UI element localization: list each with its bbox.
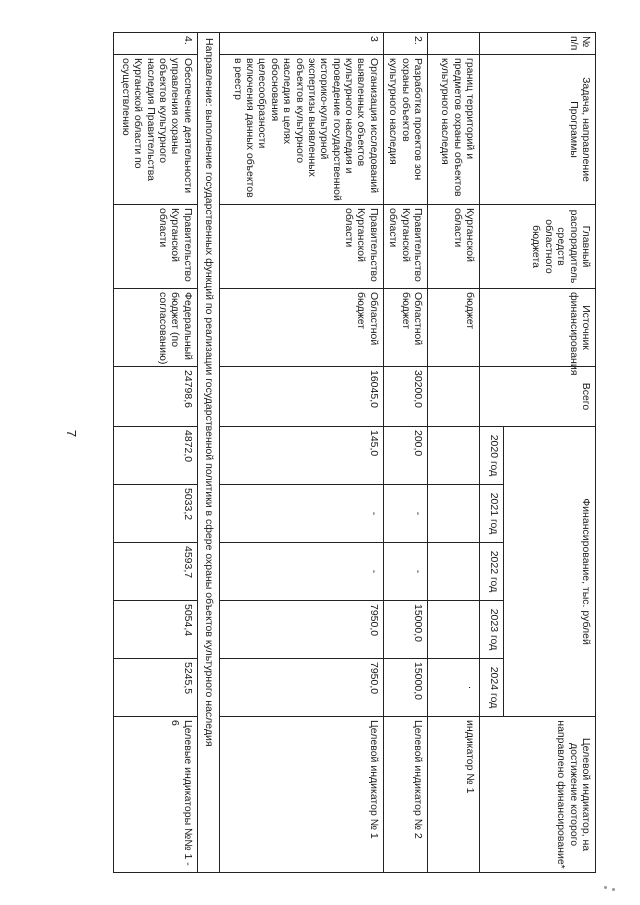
header-year-2024: 2024 год (480, 659, 504, 717)
cell-total: 24798,6 (113, 367, 197, 427)
cell-total (428, 367, 480, 427)
cell-2023: 7950,0 (219, 601, 383, 659)
table-row (383, 33, 427, 873)
cell-2021: - (383, 485, 427, 543)
cell-indicator: индикатор № 1 (428, 717, 480, 873)
financing-table (113, 32, 596, 873)
cell-2022: 4593,7 (113, 543, 197, 601)
header-year-2022: 2022 год (480, 543, 504, 601)
cell-source: Областной бюджет (383, 289, 427, 367)
cell-task: Разработка проектов зон охраны объектов культурного наследия (383, 55, 427, 205)
cell-source: Федеральный бюджет (по согласованию) (113, 289, 197, 367)
cell-2021: 5033,2 (113, 485, 197, 543)
cell-task: Организация исследований выявленных объектов культурного наследия и проведение государственной историко-культурной экспертизы выявленных объектов культурного наследия в целях обоснования целесообразности включения данных объектов в реестр (219, 55, 383, 205)
table-row (113, 33, 197, 873)
header-financing: Финансирование, тыс. рублей (504, 427, 596, 717)
header-num: № п/п (480, 33, 596, 55)
cell-indicator: Целевой индикатор № 2 (383, 717, 427, 873)
cell-task: Обеспечение деятельности управления охраны объектов культурного наследия Правительства Курганской области по осуществлению (113, 55, 197, 205)
header-total: Всего (480, 367, 596, 427)
table-row (219, 33, 383, 873)
cell-2024: 5245,5 (113, 659, 197, 717)
scan-speck (604, 886, 607, 889)
cell-num: 4. (113, 33, 197, 55)
page-number: 7 (64, 429, 80, 438)
header-year-2021: 2021 год (480, 485, 504, 543)
cell-2024: 7950,0 (219, 659, 383, 717)
cell-admin: Правительство Курганской области (113, 205, 197, 289)
header-indicator: Целевой индикатор, на достижение которого направлено финансирование* (480, 717, 596, 873)
scan-speck (612, 888, 615, 891)
table-row (428, 33, 480, 873)
cell-indicator: Целевые индикаторы №№ 1 - 6 (113, 717, 197, 873)
cell-2022: - (383, 543, 427, 601)
cell-2024: 15000,0 (383, 659, 427, 717)
cell-2023 (428, 601, 480, 659)
cell-admin: Курганской области (428, 205, 480, 289)
cell-2021: - (219, 485, 383, 543)
header-year-2023: 2023 год (480, 601, 504, 659)
cell-2020: 145,0 (219, 427, 383, 485)
header-year-2020: 2020 год (480, 427, 504, 485)
cell-2024: · (428, 659, 480, 717)
cell-admin: Правительство Курганской области (383, 205, 427, 289)
direction-text: Направление: выполнение государственных функций по реализации государственной политики в сфере охраны объектов культурного наследия (197, 33, 219, 873)
cell-2023: 5054,4 (113, 601, 197, 659)
cell-num: 3 (219, 33, 383, 55)
cell-num: 2. (383, 33, 427, 55)
cell-2021 (428, 485, 480, 543)
cell-2023: 15000,0 (383, 601, 427, 659)
cell-2022 (428, 543, 480, 601)
rotated-table-wrapper (104, 32, 596, 872)
cell-total: 30200,0 (383, 367, 427, 427)
header-admin: Главный распорядитель средств областного бюджета (480, 205, 596, 289)
cell-2020: 4872,0 (113, 427, 197, 485)
cell-source: Областной бюджет (219, 289, 383, 367)
cell-source: бюджет (428, 289, 480, 367)
cell-2020 (428, 427, 480, 485)
cell-admin: Правительство Курганской области (219, 205, 383, 289)
cell-2022: - (219, 543, 383, 601)
cell-indicator: Целевой индикатор № 1 (219, 717, 383, 873)
cell-2020: 200,0 (383, 427, 427, 485)
header-task: Задача, направление Программы (480, 55, 596, 205)
header-source: Источник финансирования (480, 289, 596, 367)
cell-num (428, 33, 480, 55)
cell-task: границ территорий и предметов охраны объектов культурного наследия (428, 55, 480, 205)
cell-total: 16045,0 (219, 367, 383, 427)
direction-row (197, 33, 219, 873)
